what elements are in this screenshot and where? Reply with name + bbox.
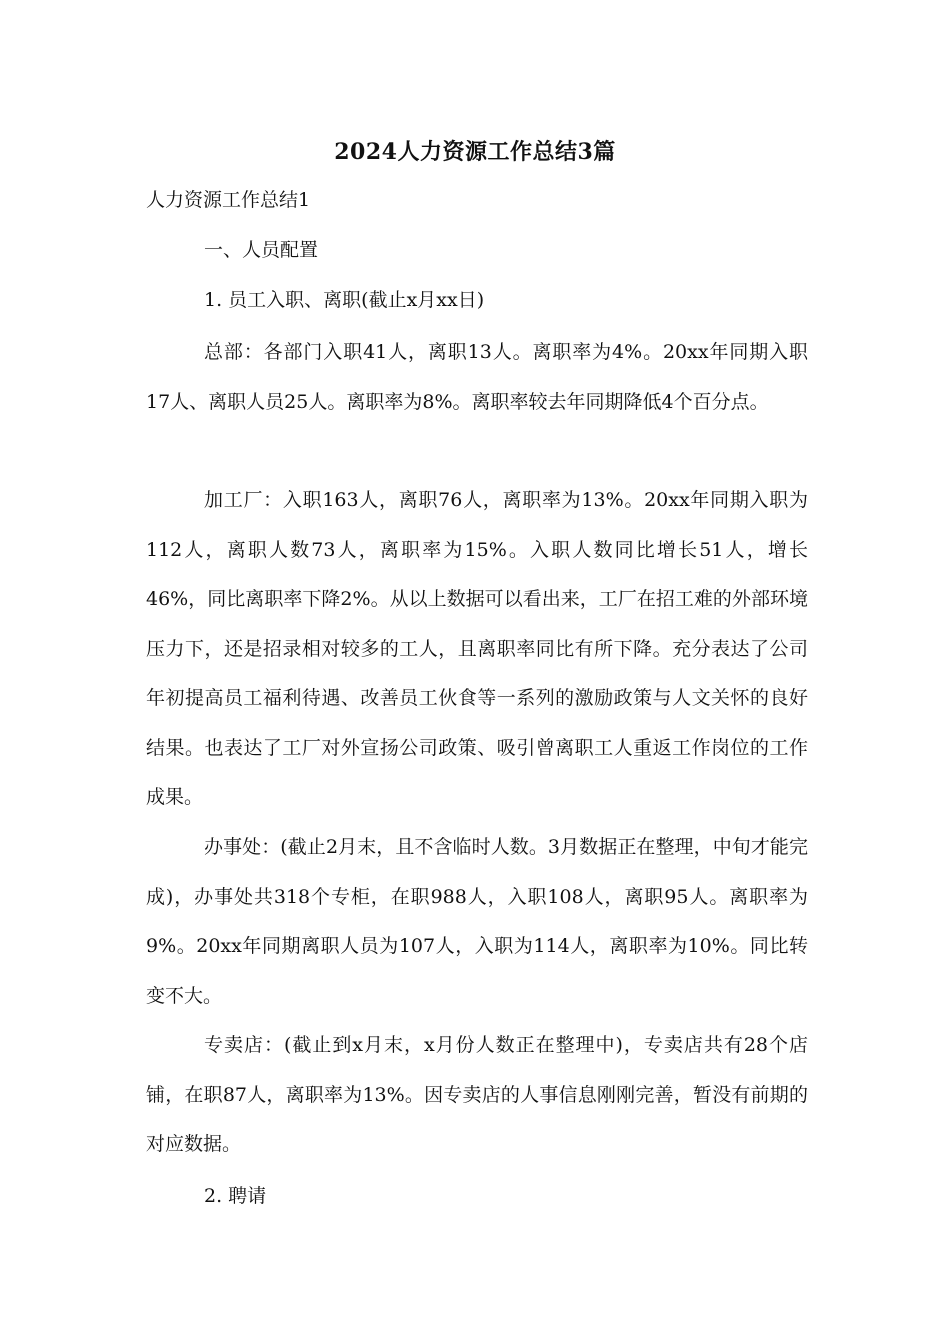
item-onboarding-offboarding: 1. 员工入职、离职(截止x月xx日) [204,289,485,311]
item-recruitment: 2. 聘请 [204,1185,267,1207]
paragraph-offices: 办事处：(截止2月末，且不含临时人数。3月数据正在整理，中旬才能完成)，办事处共318个专柜，在职988人，入职108人，离职95人。离职率为9%。20xx年同期离职人员为107人，入职为114人，离职率为10%。同比转变不大。 [146,836,808,1007]
paragraph-factory: 加工厂：入职163人，离职76人，离职率为13%。20xx年同期入职为112人，离职人数73人，离职率为15%。入职人数同比增长51人，增长46%，同比离职率下降2%。从以上数据可以看出来，工厂在招工难的外部环境压力下，还是招录相对较多的工人，且离职率同比有所下降。充分表达了公司年初提高员工福利待遇、改善员工伙食等一系列的激励政策与人文关怀的良好结果。也表达了工厂对外宣扬公司政策、吸引曾离职工人重返工作岗位的工作成果。 [146,489,808,808]
document-title: 2024人力资源工作总结3篇 [334,139,616,165]
paragraph-stores: 专卖店：(截止到x月末，x月份人数正在整理中)，专卖店共有28个店铺，在职87人，离职率为13%。因专卖店的人事信息刚刚完善，暂没有前期的对应数据。 [146,1034,808,1155]
paragraph-headquarters: 总部：各部门入职41人，离职13人。离职率为4%。20xx年同期入职17人、离职人员25人。离职率为8%。离职率较去年同期降低4个百分点。 [146,341,808,413]
subheading-staffing: 一、人员配置 [204,239,319,261]
section-heading: 人力资源工作总结1 [146,189,311,211]
